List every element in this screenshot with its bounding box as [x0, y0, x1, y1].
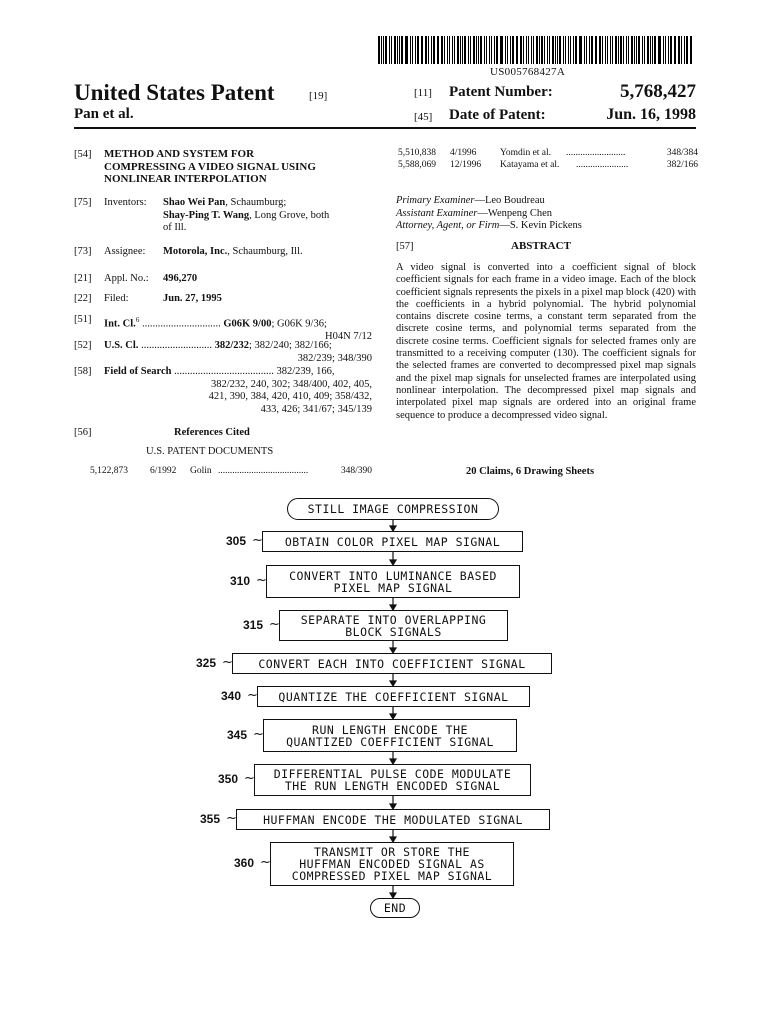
field-line: 382/232, 240, 302; 348/400, 402, 405, [210, 378, 372, 390]
inventor-location: , Schaumburg; [225, 197, 287, 208]
leader-line: ~ [260, 855, 271, 870]
intcl-dots: .............................. [141, 318, 221, 330]
ref-name: Golin [190, 466, 212, 476]
inventor-location: of Ill. [163, 222, 187, 234]
flow-step-box: OBTAIN COLOR PIXEL MAP SIGNAL [262, 531, 523, 552]
ref-class: 348/390 [340, 466, 372, 476]
flow-step-box: QUANTIZE THE COEFFICIENT SIGNAL [257, 686, 530, 707]
uscl-rest: ; 382/240; 382/166; [248, 340, 332, 351]
field-label: Field of Search [104, 366, 172, 377]
leader-line: ~ [269, 616, 280, 632]
intcl-line2: H04N 7/12 [325, 331, 372, 343]
attorney-label: Attorney, Agent, or Firm [396, 220, 500, 232]
inventors-code: [75] [74, 197, 92, 208]
intcl-rest: ; G06K 9/36; [271, 318, 327, 330]
invention-title-line: NONLINEAR INTERPOLATION [104, 173, 267, 185]
document-number: US005768427A [490, 66, 566, 78]
appl-number: 496,270 [163, 273, 198, 284]
intcl-sup: 6 [135, 316, 140, 324]
ref-number: 5,510,838 [398, 148, 436, 158]
assistant-examiner: —Wenpeng Chen [477, 207, 553, 219]
date-code: [45] [414, 111, 433, 123]
leader-line: ~ [247, 687, 258, 703]
flow-start-terminal: STILL IMAGE COMPRESSION [287, 498, 499, 520]
ref-name: Katayama et al. [500, 160, 560, 170]
ref-dots: ...................................... [218, 466, 309, 476]
patent-number: 5,768,427 [620, 81, 696, 102]
ref-date: 12/1996 [450, 160, 482, 170]
leader-line: ~ [256, 572, 267, 588]
leader-line: ~ [252, 532, 263, 548]
attorney: —S. Kevin Pickens [499, 220, 582, 232]
title-code: [19] [309, 90, 328, 102]
refs-heading: References Cited [174, 427, 250, 438]
intcl-code: [51] [74, 314, 92, 325]
assistant-examiner-label: Assistant Examiner [396, 207, 478, 219]
flow-step-box: RUN LENGTH ENCODE THE QUANTIZED COEFFICIENT SIGNAL [263, 719, 517, 752]
inventor-location: , Long Grove, both [249, 209, 330, 221]
ref-date: 6/1992 [150, 466, 177, 476]
primary-examiner-label: Primary Examiner [396, 195, 475, 206]
invention-title-line: COMPRESSING A VIDEO SIGNAL USING [104, 160, 316, 173]
assignee-label: Assignee: [104, 246, 146, 257]
flow-step-box: SEPARATE INTO OVERLAPPING BLOCK SIGNALS [279, 610, 508, 641]
uscl-code: [52] [74, 340, 92, 351]
ref-class: 382/166 [666, 160, 698, 170]
flow-step-box: CONVERT EACH INTO COEFFICIENT SIGNAL [232, 653, 552, 674]
inventors-label: Inventors: [104, 197, 147, 208]
filed-code: [22] [74, 293, 92, 304]
title-field-code: [54] [74, 149, 92, 160]
uscl-dots: ........................... [141, 340, 212, 351]
ref-date: 4/1996 [450, 148, 477, 158]
assignee-location: , Schaumburg, Ill. [227, 246, 303, 257]
flow-step-number: 310 [230, 573, 251, 588]
flow-step-box: CONVERT INTO LUMINANCE BASED PIXEL MAP SIGNAL [266, 565, 520, 598]
leader-line: ~ [244, 771, 255, 786]
intcl-label: Int. Cl. [104, 318, 136, 330]
ref-number: 5,122,873 [90, 466, 128, 476]
patent-number-label: Patent Number: [449, 84, 553, 100]
date-label: Date of Patent: [449, 107, 546, 123]
claims-summary: 20 Claims, 6 Drawing Sheets [466, 466, 595, 477]
refs-subheading: U.S. PATENT DOCUMENTS [146, 446, 274, 457]
authors: Pan et al. [74, 106, 134, 122]
uscl-line2: 382/239; 348/390 [297, 352, 372, 364]
patent-date: Jun. 16, 1998 [606, 106, 696, 123]
inventor-name: Shao Wei Pan [163, 197, 226, 208]
assignee-name: Motorola, Inc. [163, 246, 228, 257]
abstract-code: [57] [396, 241, 414, 252]
flow-step-box: TRANSMIT OR STORE THE HUFFMAN ENCODED SIGNAL AS COMPRESSED PIXEL MAP SIGNAL [270, 842, 514, 886]
leader-line: ~ [253, 726, 264, 742]
intcl-value: G06K 9/00 [223, 318, 272, 330]
appl-code: [21] [74, 273, 92, 284]
uscl-label: U.S. Cl. [104, 340, 139, 351]
assignee-code: [73] [74, 246, 92, 257]
primary-examiner: —Leo Boudreau [474, 195, 545, 206]
ref-name: Yomdin et al. [500, 148, 552, 158]
patent-number-code: [11] [414, 87, 432, 99]
inventor-name: Shay-Ping T. Wang [163, 209, 250, 221]
field-code: [58] [74, 366, 92, 377]
flow-step-number: 360 [234, 856, 255, 870]
flow-step-number: 350 [218, 772, 239, 786]
flow-step-number: 315 [243, 617, 264, 632]
leader-line: ~ [226, 810, 237, 826]
flow-step-number: 355 [200, 811, 221, 826]
leader-line: ~ [222, 654, 233, 670]
flow-step-number: 345 [227, 727, 248, 742]
flow-end-terminal: END [370, 898, 420, 918]
abstract-heading: ABSTRACT [511, 240, 571, 252]
filed-date: Jun. 27, 1995 [163, 293, 222, 304]
invention-title-line: METHOD AND SYSTEM FOR [104, 148, 255, 160]
field-dots: ...................................... [174, 366, 274, 377]
refs-code: [56] [74, 427, 92, 438]
ref-number: 5,588,069 [398, 160, 436, 170]
flow-step-box: DIFFERENTIAL PULSE CODE MODULATE THE RUN LENGTH ENCODED SIGNAL [254, 764, 531, 796]
flow-step-box: HUFFMAN ENCODE THE MODULATED SIGNAL [236, 809, 550, 830]
abstract-text: A video signal is converted into a coefficient signal of block coefficient signals for each frame in a video image. Each of the block coefficient signals represents the pixels in a pixel map block (420) with the coefficients in a hybrid polynomial. The hybrid polynomial contains discrete cosine terms, a constant term separated from the discrete cosine terms, and polynomial terms separated from the discrete cosine terms. Coefficient signals for selected frames only are transmitted to a receiving computer (130). The coefficient signals for the selected frames are converted to decompressed pixel map signals and the pixel map signals for unselected frames are interpolated using nonlinear interpolation. The decompressed pixel map signals and interpolated pixel map signals are ordered into an original frame sequence to produce a decompressed video signal. [396, 262, 696, 421]
field-line: 421, 390, 384, 420, 410, 409; 358/432, [208, 391, 372, 403]
flow-step-number: 325 [196, 655, 217, 670]
appl-label: Appl. No.: [104, 273, 149, 284]
field-line: 382/239, 166, [276, 366, 335, 377]
ref-dots: ...................... [576, 160, 629, 170]
field-line: 433, 426; 341/67; 345/139 [260, 403, 372, 415]
filed-label: Filed: [104, 293, 129, 304]
flow-step-number: 340 [221, 688, 242, 703]
ref-dots: ......................... [566, 148, 626, 158]
flow-step-number: 305 [226, 533, 247, 548]
uscl-value: 382/232 [214, 340, 249, 351]
patent-title: United States Patent [74, 80, 275, 105]
ref-class: 348/384 [666, 148, 698, 158]
